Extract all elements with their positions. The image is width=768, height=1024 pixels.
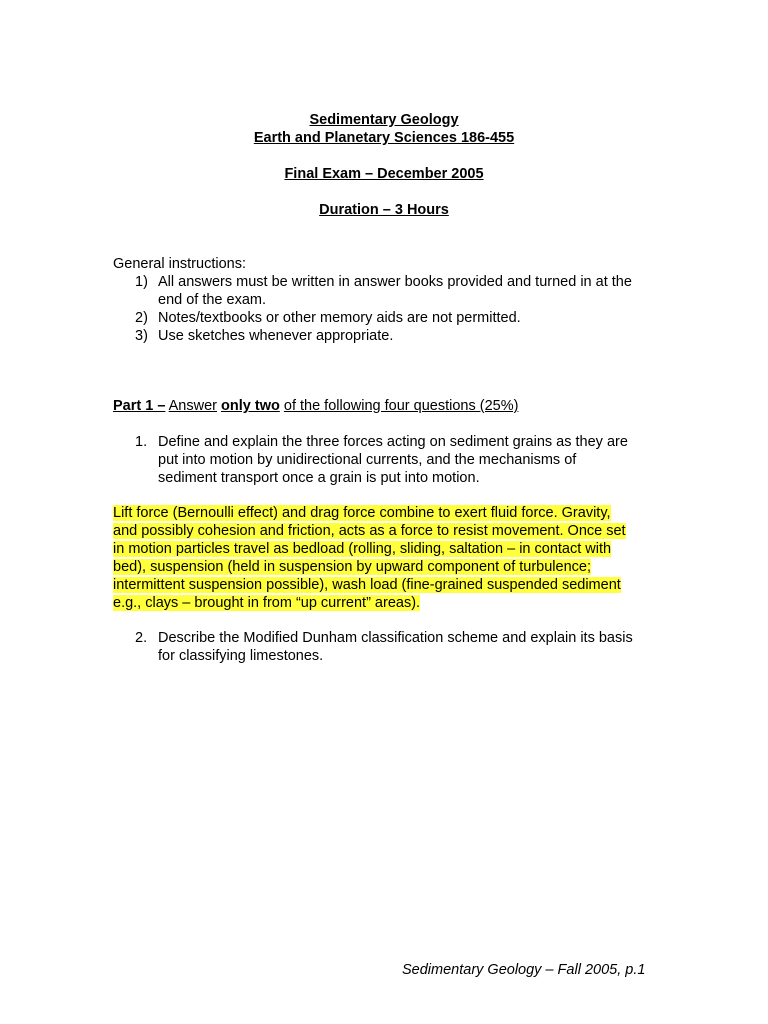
instruction-line: end of the exam.: [158, 292, 267, 308]
part1-emphasis: only two: [221, 398, 280, 414]
answer-line: [113, 504, 611, 522]
question-line: for classifying limestones.: [158, 648, 324, 664]
part1-heading: [113, 397, 518, 415]
answer-line: [113, 558, 591, 576]
question-line: sediment transport once a grain is put into motion.: [158, 470, 480, 486]
answer-line: [113, 522, 626, 540]
answer-highlight: intermittent suspension possible), wash load (fine-grained suspended sediment: [113, 577, 621, 593]
instruction-number: 1): [135, 274, 148, 290]
department-title: Earth and Planetary Sciences 186-455: [253, 130, 515, 146]
instruction-number: 2): [135, 310, 148, 326]
instruction-line: Use sketches whenever appropriate.: [158, 328, 394, 344]
part1-text-b: of the following four questions (25%): [283, 398, 519, 414]
instructions-heading: General instructions:: [113, 256, 246, 272]
answer-highlight: and possibly cohesion and friction, acts as a force to resist movement. Once set: [113, 523, 626, 539]
question-number: 1.: [135, 434, 148, 450]
course-title: Sedimentary Geology: [309, 112, 459, 128]
answer-highlight: bed), suspension (held in suspension by upward component of turbulence;: [113, 559, 591, 575]
exam-title: Final Exam – December 2005: [284, 166, 484, 182]
answer-highlight: e.g., clays – brought in from “up current” areas).: [113, 595, 421, 611]
question-line: put into motion by unidirectional currents, and the mechanisms of: [158, 452, 577, 468]
answer-line: [113, 576, 621, 594]
answer-line: [113, 540, 611, 558]
instruction-number: 3): [135, 328, 148, 344]
answer-line: [113, 594, 420, 612]
part1-label: Part 1 –: [113, 398, 166, 414]
part1-text-a: Answer: [168, 398, 217, 414]
page-footer: Sedimentary Geology – Fall 2005, p.1: [402, 962, 646, 978]
question-line: Describe the Modified Dunham classification scheme and explain its basis: [158, 630, 633, 646]
question-number: 2.: [135, 630, 148, 646]
question-line: Define and explain the three forces acting on sediment grains as they are: [158, 434, 628, 450]
instruction-line: Notes/textbooks or other memory aids are not permitted.: [158, 310, 521, 326]
answer-highlight: Lift force (Bernoulli effect) and drag force combine to exert fluid force. Gravity,: [113, 505, 611, 521]
answer-highlight: in motion particles travel as bedload (rolling, sliding, saltation – in contact with: [113, 541, 612, 557]
duration-title: Duration – 3 Hours: [319, 202, 449, 218]
instruction-line: All answers must be written in answer books provided and turned in at the: [158, 274, 632, 290]
